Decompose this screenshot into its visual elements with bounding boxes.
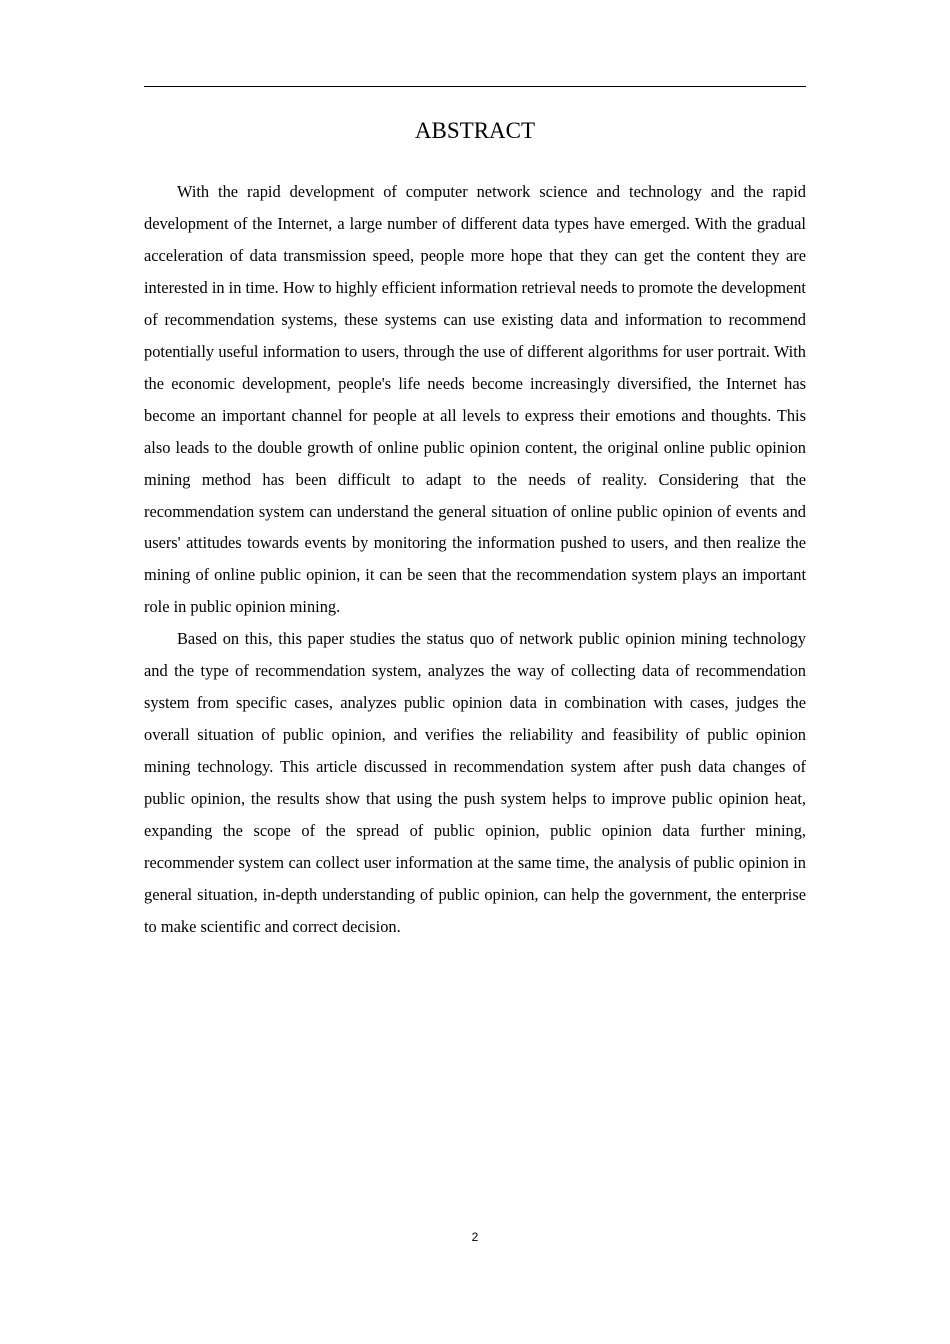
abstract-paragraph-1: With the rapid development of computer network science and technology and the rapid development of the Internet, a large number of different data types have emerged. With the gradual acceleration of data transmission speed, people more hope that they can get the content they are interested in in time. How to highly efficient information retrieval needs to promote the development of recommendation systems, these systems can use existing data and information to recommend potentially useful information to users, through the use of different algorithms for user portrait. With the economic development, people's life needs become increasingly diversified, the Internet has become an important channel for people at all levels to express their emotions and thoughts. This also leads to the double growth of online public opinion content, the original online public opinion mining method has been difficult to adapt to the needs of reality. Considering that the recommendation system can understand the general situation of online public opinion of events and users' attitudes towards events by monitoring the information pushed to users, and then realize the mining of online public opinion, it can be seen that the recommendation system plays an important role in public opinion mining. [144,182,806,617]
abstract-paragraph-2: Based on this, this paper studies the status quo of network public opinion mining technology and the type of recommendation system, analyzes the way of collecting data of recommendation system from specific cases, analyzes public opinion data in combination with cases, judges the overall situation of public opinion, and verifies the reliability and feasibility of public opinion mining technology. This article discussed in recommendation system after push data changes of public opinion, the results show that using the push system helps to improve public opinion heat, expanding the scope of the spread of public opinion, public opinion data further mining, recommender system can collect user information at the same time, the analysis of public opinion in general situation, in-depth understanding of public opinion, can help the government, the enterprise to make scientific and correct decision. [144,629,806,936]
page-number: 2 [471,1230,479,1244]
header-rule [144,86,806,87]
abstract-body [144,176,806,943]
abstract-title: ABSTRACT [414,118,536,143]
